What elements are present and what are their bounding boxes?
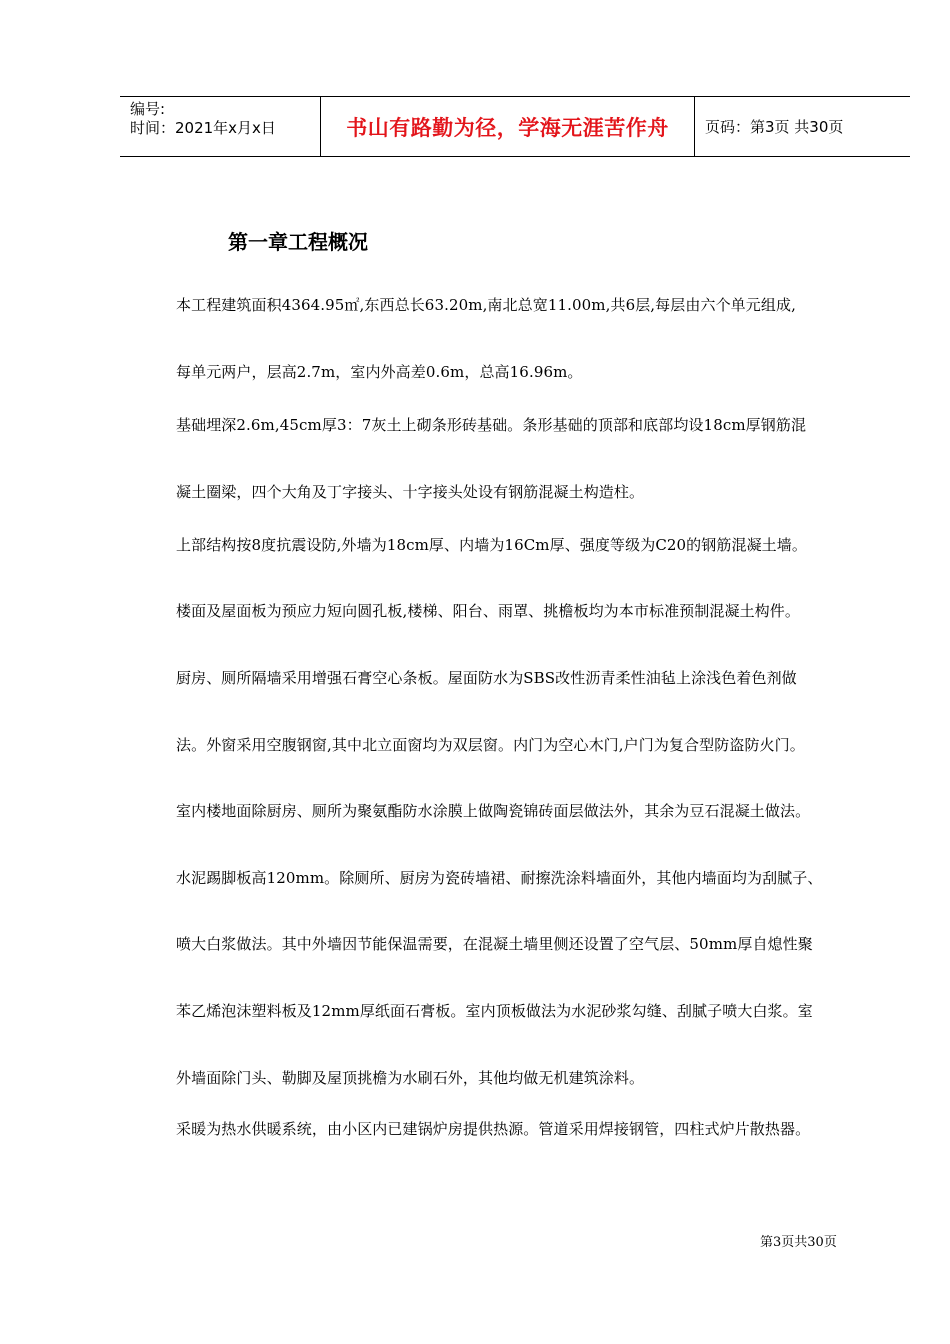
body-line: 本工程建筑面积4364.95㎡,东西总长63.20m,南北总宽11.00m,共6层,每层由六个单元组成, bbox=[176, 296, 796, 314]
body-line: 采暖为热水供暖系统，由小区内已建锅炉房提供热源。管道采用焊接钢管，四柱式炉片散热器。 bbox=[176, 1120, 811, 1138]
body-line: 每单元两户，层高2.7m，室内外高差0.6m，总高16.96m。 bbox=[176, 363, 583, 381]
body-line: 上部结构按8度抗震设防,外墙为18cm厚、内墙为16Cm厚、强度等级为C20的钢筋混凝土墙。 bbox=[176, 536, 807, 554]
body-line: 基础埋深2.6m,45cm厚3：7灰土上砌条形砖基础。条形基础的顶部和底部均设18cm厚钢筋混 bbox=[176, 416, 807, 434]
body-line: 室内楼地面除厨房、厕所为聚氨酯防水涂膜上做陶瓷锦砖面层做法外，其余为豆石混凝土做法。 bbox=[176, 802, 811, 820]
body-line: 楼面及屋面板为预应力短向圆孔板,楼梯、阳台、雨罩、挑檐板均为本市标准预制混凝土构件。 bbox=[176, 602, 800, 620]
body-line: 外墙面除门头、勒脚及屋顶挑檐为水刷石外，其他均做无机建筑涂料。 bbox=[176, 1069, 645, 1087]
body-line: 法。外窗采用空腹钢窗,其中北立面窗均为双层窗。内门为空心木门,户门为复合型防盗防火门。 bbox=[176, 736, 805, 754]
document-number-label: 编号: bbox=[130, 100, 166, 118]
body-line: 苯乙烯泡沫塑料板及12mm厚纸面石膏板。室内顶板做法为水泥砂浆勾缝、刮腻子喷大白浆。室 bbox=[176, 1002, 813, 1020]
page-header bbox=[120, 96, 910, 157]
header-page-cell bbox=[695, 97, 910, 156]
body-line: 喷大白浆做法。其中外墙因节能保温需要，在混凝土墙里侧还设置了空气层、50mm厚自熄性聚 bbox=[176, 935, 813, 953]
document-time-label: 时间：2021年x月x日 bbox=[130, 119, 276, 137]
header-motto: 书山有路勤为径，学海无涯苦作舟 bbox=[346, 115, 669, 140]
chapter-title: 第一章工程概况 bbox=[228, 230, 368, 254]
body-line: 厨房、厕所隔墙采用增强石膏空心条板。屋面防水为SBS改性沥青柔性油毡上涂浅色着色剂做 bbox=[176, 669, 797, 687]
header-meta-cell bbox=[120, 97, 321, 156]
header-motto-cell bbox=[321, 97, 695, 156]
header-page-info: 页码：第3页 共30页 bbox=[705, 118, 844, 136]
body-line: 凝土圈梁，四个大角及丁字接头、十字接头处设有钢筋混凝土构造柱。 bbox=[176, 483, 645, 501]
body-line: 水泥踢脚板高120mm。除厕所、厨房为瓷砖墙裙、耐擦洗涂料墙面外，其他内墙面均为刮腻子、 bbox=[176, 869, 823, 887]
page-footer: 第3页共30页 bbox=[760, 1235, 837, 1250]
